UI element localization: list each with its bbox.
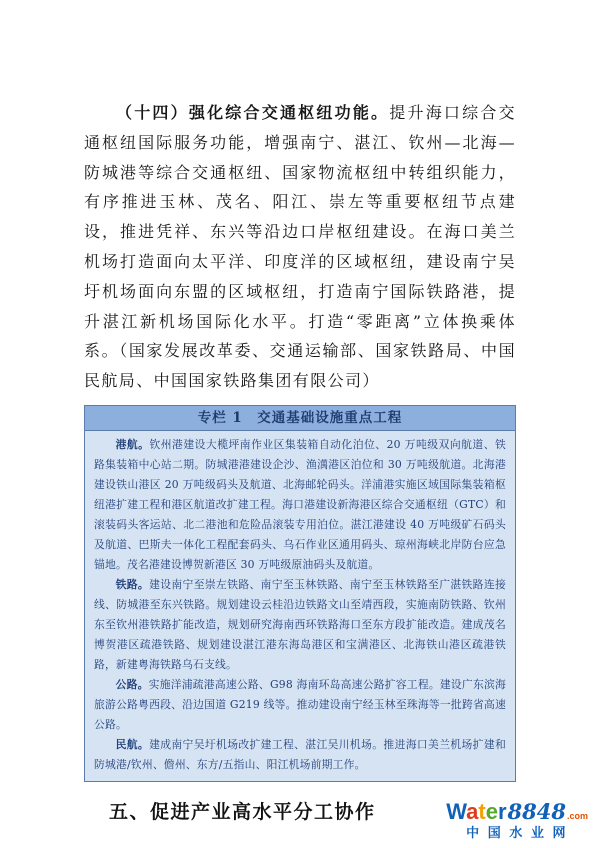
infobox-paragraph-ports: [94, 435, 506, 575]
infobox-text-aviation: 建成南宁吴圩机场改扩建工程、湛江吴川机场。推进海口美兰机场扩建和防城港/钦州、儋州、东方/五指山、阳江机场前期工作。: [94, 737, 506, 771]
logo-number: 8848: [507, 799, 566, 824]
logo-wordmark: [446, 801, 588, 823]
logo-subtitle: 中 国 水 业 网: [466, 825, 569, 840]
infobox-body: [85, 431, 515, 781]
paragraph-14: [84, 98, 516, 396]
logo-letter: t: [478, 799, 486, 824]
infobox-paragraph-aviation: [94, 735, 506, 775]
logo-letter: a: [466, 799, 479, 824]
infobox-text-ports: 钦州港建设大榄坪南作业区集装箱自动化泊位、20 万吨级双向航道、铁路集装箱中心站二期。防城港港建设企沙、渔澫港区泊位和 30 万吨级航道。北海港建设铁山港区 20 万吨级码头及航道、北海邮轮码头。洋浦港实施区域国际集装箱枢纽港扩建工程和港区航道改扩建工程。海口港建设新海港区综合交通枢纽（GTC）和滚装码头客运站、北二港池和危险品滚装专用泊位。湛江港建设 40 万吨级矿石码头及航道、巴斯夫一体化工程配套码头、乌石作业区通用码头、琼州海峡北岸防台应急锚地。茂名港建设博贺新港区 30 万吨级原油码头及航道。: [94, 437, 506, 571]
logo-letter: e: [485, 799, 498, 824]
paragraph-14-body: 提升海口综合交通枢纽国际服务功能，增强南宁、湛江、钦州—北海—防城港等综合交通枢纽、国家物流枢纽中转组织能力，有序推进玉林、茂名、阳江、崇左等重要枢纽节点建设，推进凭祥、东兴等沿边口岸枢纽建设。在海口美兰机场打造面向太平洋、印度洋的区域枢纽，建设南宁吴圩机场面向东盟的区域枢纽，打造南宁国际铁路港，提升湛江新机场国际化水平。打造“零距离”立体换乘体系。（国家发展改革委、交通运输部、国家铁路局、中国民航局、中国国家铁路集团有限公司）: [84, 103, 516, 391]
infobox-label-aviation: 民航。: [115, 737, 150, 751]
paragraph-14-lead: （十四）强化综合交通枢纽功能。: [116, 103, 390, 122]
infobox-paragraph-road: [94, 675, 506, 735]
infobox-label-ports: 港航。: [115, 437, 150, 451]
logo-letter: r: [497, 799, 507, 824]
logo-letter: W: [446, 799, 467, 824]
section-5-heading: 五、促进产业高水平分工协作: [109, 801, 376, 823]
infobox-transport-projects: [84, 405, 516, 782]
infobox-title: 专栏 1 交通基础设施重点工程: [85, 406, 515, 431]
infobox-text-rail: 建设南宁至崇左铁路、南宁至玉林铁路、南宁至玉林铁路至广湛铁路连接线、防城港至东兴铁路。规划建设云桂沿边铁路文山至靖西段，实施南防铁路、钦州东至钦州港铁路扩能改造，规划研究海南西环铁路海口至东方段扩能改造。建成茂名博贺港区疏港铁路、规划建设湛江港东海岛港区和宝满港区、北海铁山港区疏港铁路，新建粤海铁路乌石支线。: [94, 577, 506, 671]
infobox-paragraph-rail: [94, 575, 506, 675]
logo-tld: .com: [566, 811, 588, 821]
page-content: [84, 98, 516, 824]
infobox-text-road: 实施洋浦疏港高速公路、G98 海南环岛高速公路扩容工程。建设广东滨海旅游公路粤西段、沿边国道 G219 线等。推动建设南宁经玉林至珠海等一批跨省高速公路。: [94, 677, 506, 731]
logo-word: [446, 801, 506, 823]
infobox-label-road: 公路。: [115, 677, 149, 691]
water8848-logo[interactable]: [446, 801, 588, 839]
infobox-label-rail: 铁路。: [115, 577, 150, 591]
